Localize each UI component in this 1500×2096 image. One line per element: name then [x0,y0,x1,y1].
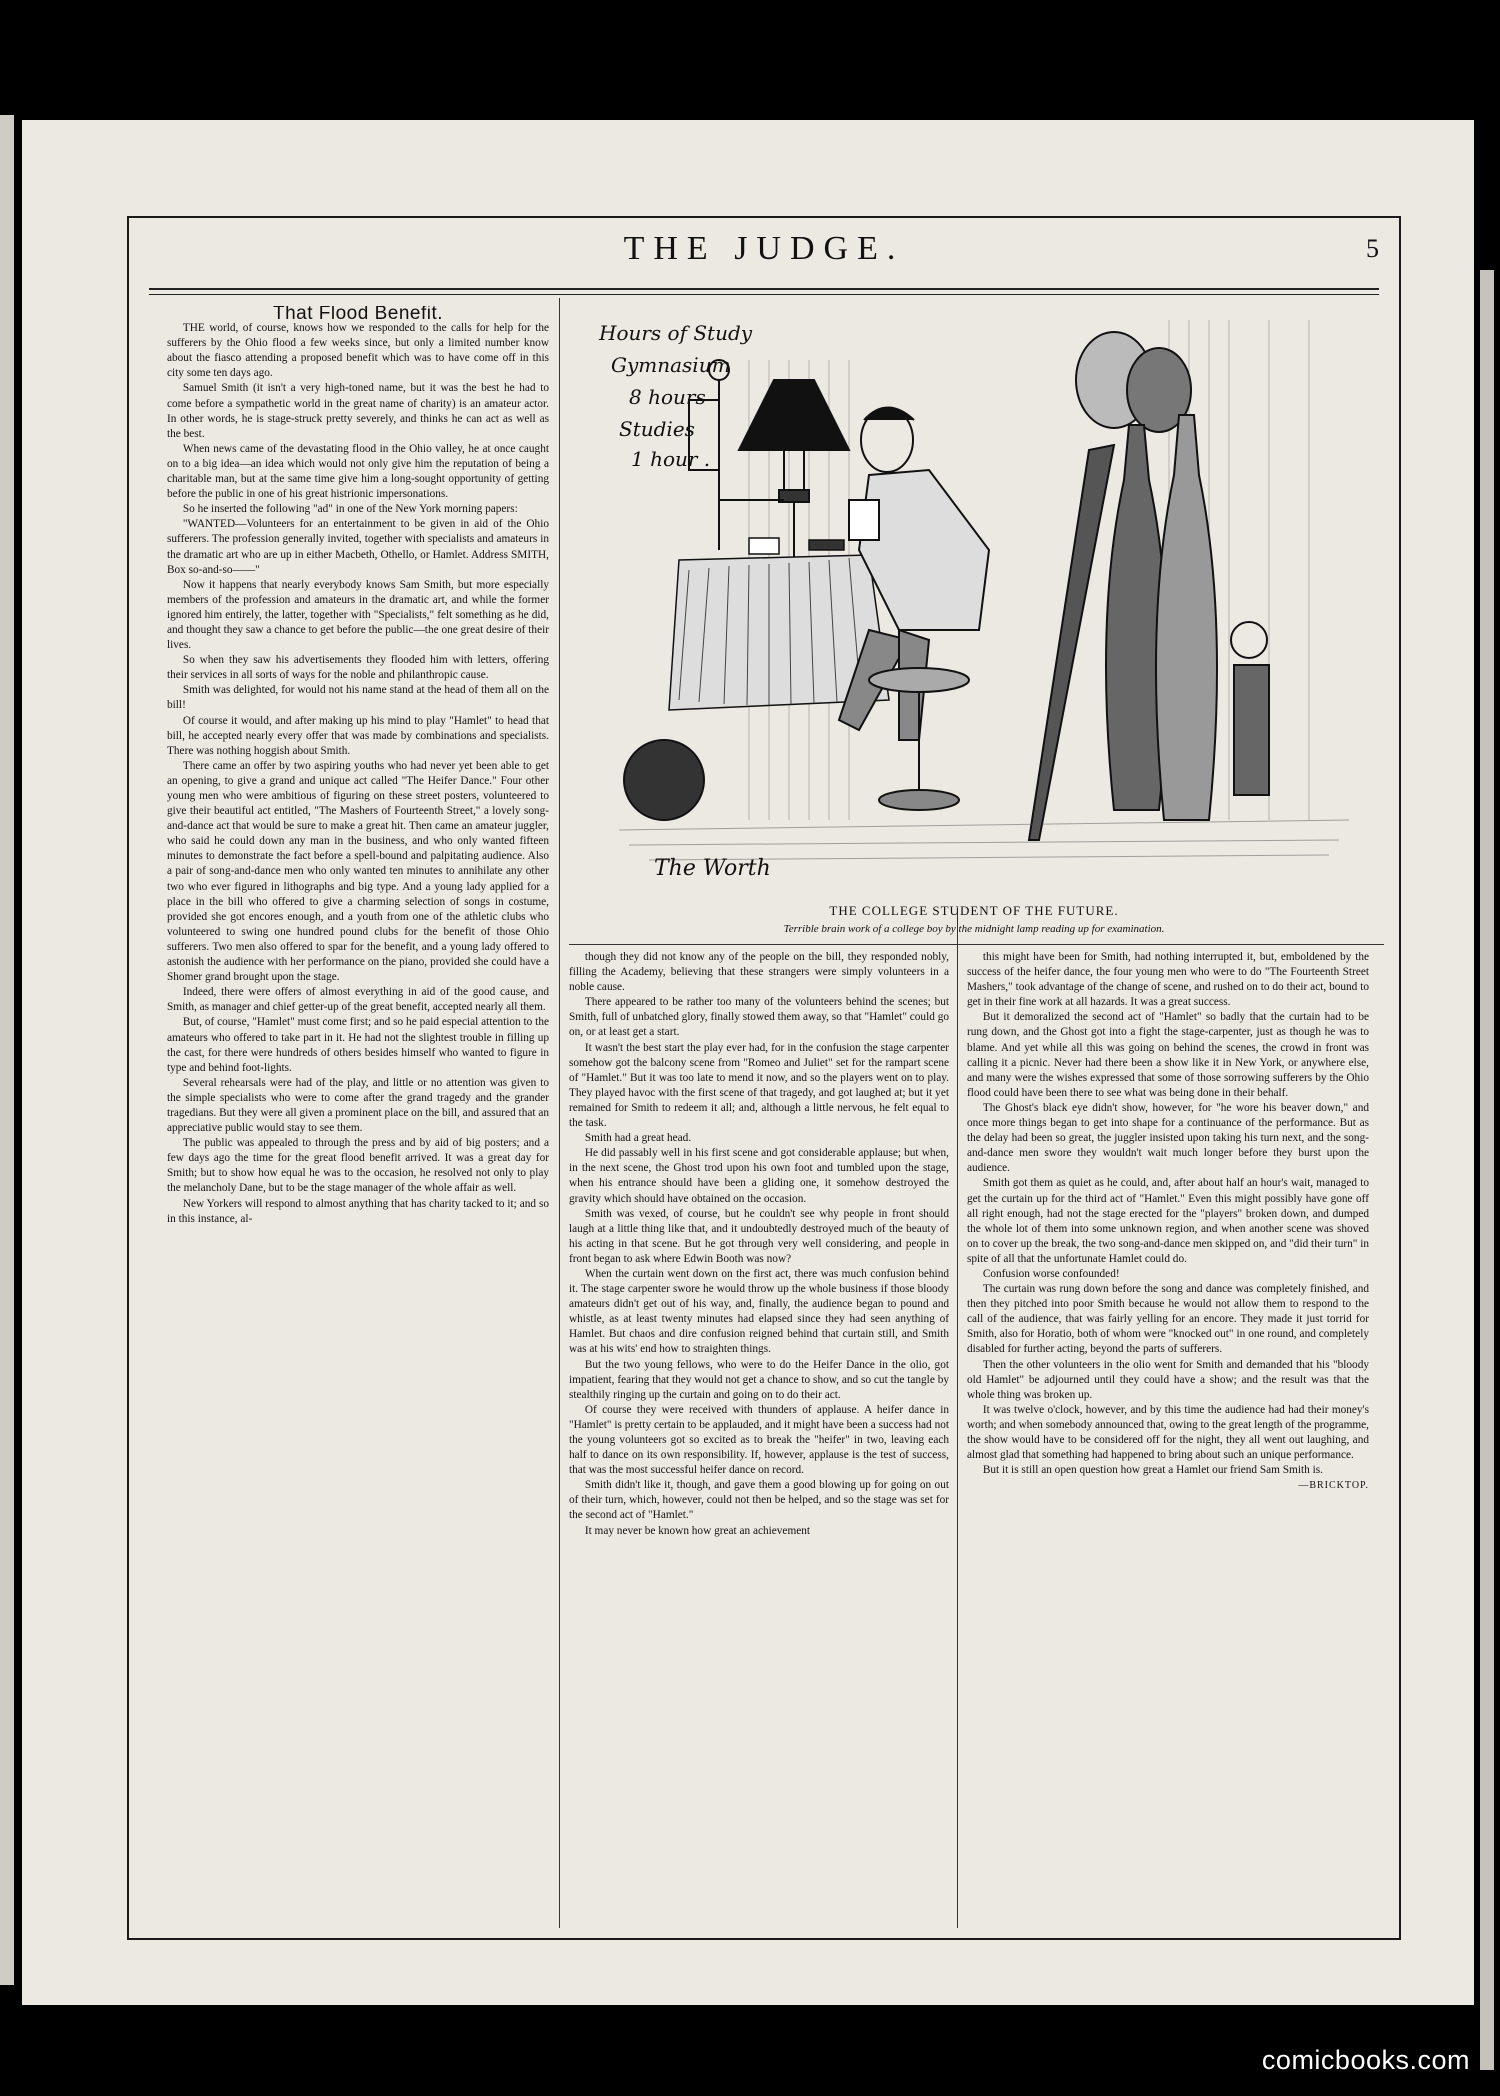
illustration-caption-subtitle: Terrible brain work of a college boy by the midnight lamp reading up for examination. [783,923,1165,935]
artist-signature: The Worth [654,856,771,881]
article-paragraph: It wasn't the best start the play ever had, for in the confusion the stage carpenter somehow got the balcony scene from "Romeo and Juliet" set for the rampart scene of "Hamlet." But it was too late to mend it now, and so the players went on to play. They played havoc with the first scene of that tragedy, and got laughed at; but it yet remained for Smith to redeem it all; and, although a little nervous, he felt equal to the task. [569,1041,949,1130]
article-paragraph: New Yorkers will respond to almost anything that has charity tacked to it; and so in this instance, al- [167,1197,549,1225]
note-line-4: Studies [619,417,695,441]
article-column-3 [967,950,1369,1930]
article-paragraph: Several rehearsals were had of the play, and little or no attention was given to the simple specialists who were to come after the grand tragedy and the grander tragedians. But they were all given a prominent place on the bill, and assured that an appreciative public would stay to see them. [167,1076,549,1135]
illustration [569,300,1379,900]
magazine-page [22,120,1474,2005]
column-rule-1 [559,298,560,1928]
column-1-paragraphs [167,321,549,1227]
article-paragraph: Smith was delighted, for would not his name stand at the head of them all on the bill! [167,684,549,712]
note-line-5: 1 hour . [631,447,711,471]
article-paragraph: There appeared to be rather too many of the volunteers behind the scenes; but Smith, full of unbatched glory, finally stowed them away, so that "Hamlet" could go on, or at least get a start. [569,996,949,1039]
article-paragraph: Of course it would, and after making up his mind to play "Hamlet" to head that bill, he accepted nearly every offer that was made by combinations and specialists. There was nothing hoggish about Smith. [167,714,549,757]
article-paragraph: Of course they were received with thunders of applause. A heifer dance in "Hamlet" is pretty certain to be applauded, and it might have been a success had not the young volunteers got so excited as to break the "heifer" in two, leaving each half to dance on its own responsibility. If, however, applause is the test of success, that was the most successful heifer dance on record. [569,1403,949,1477]
column-rule-2 [957,908,958,1928]
page-number: 5 [1366,234,1379,263]
article-paragraph: Now it happens that nearly everybody knows Sam Smith, but more especially members of the profession and amateurs in the dramatic art, and while the former ignored him entirely, the latter, together with "Specialists," felt something as he did, and thought they saw a chance to get before the public—the one great desire of their lives. [167,578,549,652]
article-paragraph: It was twelve o'clock, however, and by this time the audience had had their money's worth; and when somebody announced that, owing to the great length of the programme, the show would have to be considered off for the night, they all went out laughing, and almost glad that something had happened to bring about such an unique performance. [967,1403,1369,1462]
article-paragraph: When the curtain went down on the first act, there was much confusion behind it. The stage carpenter swore he would throw up the whole business if those bloody amateurs didn't get out of his way, and, finally, the audience began to pound and whistle, as at least twenty minutes had elapsed since they had seen anything of Hamlet. But chaos and dire confusion reigned behind that curtain still, and Smith was at his wits' end how to straighten things. [569,1267,949,1356]
medicine-ball [624,740,704,820]
article-paragraph: "WANTED—Volunteers for an entertainment to be given in aid of the Ohio sufferers. The profession generally invited, together with specialists and amateurs in the dramatic art who are up in either Macbeth, Othello, or Hamlet. Address SMITH, Box so-and-so——" [167,518,549,576]
article-paragraph: Samuel Smith (it isn't a very high-toned name, but it was the best he had to come before a sympathetic world in the great name of charity) is an amateur actor. In other words, he is stage-struck pretty severely, and thinks he can act as well as the best. [167,382,549,440]
article-paragraph: There came an offer by two aspiring youths who had never yet been able to get an opening, to give a grand and unique act called "The Heifer Dance." Four other young men who were ambitious of figuring on these street posters, volunteered to give their beautiful act entitled, "The Mashers of Fourteenth Street," a lovely song-and-dance act that would be sure to make a great hit. Then came an amateur juggler, who said he could down any man in the business, and who only wanted fifteen minutes to demonstrate the fact before a spell-bound and palpitating audience. Also a pair of song-and-dance men who only wanted ten minutes to annihilate any other two who ever figured in lithographs and big type. And a young lady applied for a place in the bill who offered to give a charming selection of songs in costume, provided she got encores enough, and a youth from one of the athletic clubs who volunteered to swing one hundred pound clubs for the benefit of those Ohio sufferers. Two men also offered to spar for the benefit, and a young lady offered to astonish the audience with her performance on the piano, provided she could have a Shomer grand brought upon the stage. [167,759,549,984]
article-paragraph: So he inserted the following "ad" in one of the New York morning papers: [182,503,518,516]
left-page-strip [0,115,14,1985]
college-student-illustration [569,300,1379,900]
note-line-3: 8 hours [629,385,706,409]
article-paragraph: Smith got them as quiet as he could, and, after about half an hour's wait, managed to get the curtain up for the third act of "Hamlet." Even this might possibly have gone off all right enough, had not the stage erected for the "players" broken down, and dumped the whole lot of them into some unknown region, and when another scene was shoved on to cover up the break, the two song-and-dance men skipped on, and "did their turn" in spite of all that the unfortunate Hamlet could do. [967,1177,1369,1265]
article-paragraph: But it demoralized the second act of "Hamlet" so badly that the curtain had to be rung down, and the Ghost got into a fight the stage-carpenter, just as though he was to blame. And yet while all this was going on behind the scenes, the crowd in front was calling it a picnic. Never had there been a show like it in New York, or anywhere else, and many were the wishes expressed that some of those sorrowing sufferers by the Ohio flood could have been there to see what was being done in their behalf. [967,1011,1369,1099]
article-paragraph: When news came of the devastating flood in the Ohio valley, he at once caught on to a big idea—an idea which would not only give him the reputation of being a charitable man, but at the same time give him a long-sought opportunity of getting before the public in one of his great histrionic impersonations. [167,442,549,501]
article-column-1 [167,306,549,1926]
page-edge [1480,270,1494,2070]
article-paragraph: THE world, of course, knows how we responded to the calls for help for the sufferers by the Ohio flood a few weeks since, but only a limited number know about the fiasco attending a proposed benefit which was to have come off in this city some ten days ago. [167,322,549,380]
article-paragraph: So when they saw his advertisements they flooded him with letters, offering their services in all sorts of ways for the noble and philanthropic cause. [167,654,549,682]
article-paragraph: But it is still an open question how great a Hamlet our friend Sam Smith is. [982,1464,1323,1477]
article-paragraph: Smith had a great head. [584,1132,692,1145]
column-3-paragraphs [967,950,1369,1478]
article-paragraph: The public was appealed to through the press and by aid of big posters; and a few days ago the time for the great flood benefit arrived. It was a great day for Smith; but to show how equal he was to the occasion, he resolved not only to play the melancholy Dane, but to be the stage manager of the whole affair as well. [167,1137,549,1195]
article-paragraph: It may never be known how great an achievement [584,1524,811,1537]
article-paragraph: The Ghost's black eye didn't show, however, for "he wore his beaver down," and once more things began to get into shape for a continuance of the performance. But as the delay had been so great, the juggler insisted upon taking his turn next, and the song-and-dance men swore they wouldn't wait much longer before they burst upon the audience. [967,1101,1369,1175]
masthead-title: THE JUDGE. [623,230,905,267]
watermark: comicbooks.com [1261,2045,1470,2075]
note-line-2: Gymnasium [611,353,731,377]
article-column-2 [569,950,949,1930]
article-paragraph: Indeed, there were offers of almost everything in aid of the good cause, and Smith, as manager and chief getter-up of the great benefit, accepted nearly all them. [167,986,549,1014]
article-paragraph: He did passably well in his first scene and got considerable applause; but when, in the next scene, the Ghost trod upon his own foot and tumbled upon the stage, when his entrance should have been a gliding one, it somehow destroyed the gravity which should have obtained on the occasion. [569,1147,949,1205]
article-paragraph: The curtain was rung down before the song and dance was completely finished, and then they pitched into poor Smith because he would not allow them to respond to the call of the audience, that was fairly yelling for an encore. They made it just torrid for Smith, also for Horatio, both of whom were "knocked out" in one round, and completely disabled for further acting, beyond the parts of sufferers. [967,1283,1369,1356]
note-line-1: Hours of Study [599,321,753,345]
article-paragraph: But the two young fellows, who were to do the Heifer Dance in the olio, got impatient, fearing that they would not get a chance to show, and so cut the tangle by stealthily ringing up the curtain and going on to do their act. [569,1358,949,1401]
article-title: That Flood Benefit. [272,306,444,324]
article-paragraph: But, of course, "Hamlet" must come first; and so he paid especial attention to the amateurs who offered to take part in it. He had not the slightest trouble in filling up the cast, for there were hundreds of others besides himself who wanted to figure in type and behind foot-lights. [167,1016,549,1074]
article-paragraph: Then the other volunteers in the olio went for Smith and demanded that his "bloody old Hamlet" be adjourned until they could have a show; and the result was that the whole thing was broken up. [967,1358,1369,1401]
illustration-caption-title: THE COLLEGE STUDENT OF THE FUTURE. [829,903,1119,918]
author-signature: —BRICKTOP. [1298,1480,1369,1492]
article-paragraph: Smith was vexed, of course, but he couldn't see why people in front should laugh at a little thing like that, and it undoubtedly destroyed much of the beauty of his acting in that scene. But he got through very well considering, and people in front began to ask where Edwin Booth was now? [569,1207,949,1265]
page-frame [127,216,1401,1940]
caption-rule [569,944,1384,945]
article-paragraph: this might have been for Smith, had nothing interrupted it, but, emboldened by the success of the heifer dance, the four young men who were to do "The Fourteenth Street Mashers," took advantage of the change of scene, and rushed on to do their act, bound to get in their fine work at all hazards. It was a great success. [967,951,1369,1009]
article-paragraph: though they did not know any of the people on the bill, they responded nobly, filling the Academy, believing that these strangers were simply volunteers in a noble cause. [569,951,949,994]
column-2-paragraphs [569,950,949,1539]
article-paragraph: Smith didn't like it, though, and gave them a good blowing up for going on out of their turn, which, however, could not then be helped, and so the stage was set for the second act of "Hamlet." [569,1479,949,1522]
masthead-rule [149,288,1379,295]
article-paragraph: Confusion worse confounded! [982,1267,1120,1280]
